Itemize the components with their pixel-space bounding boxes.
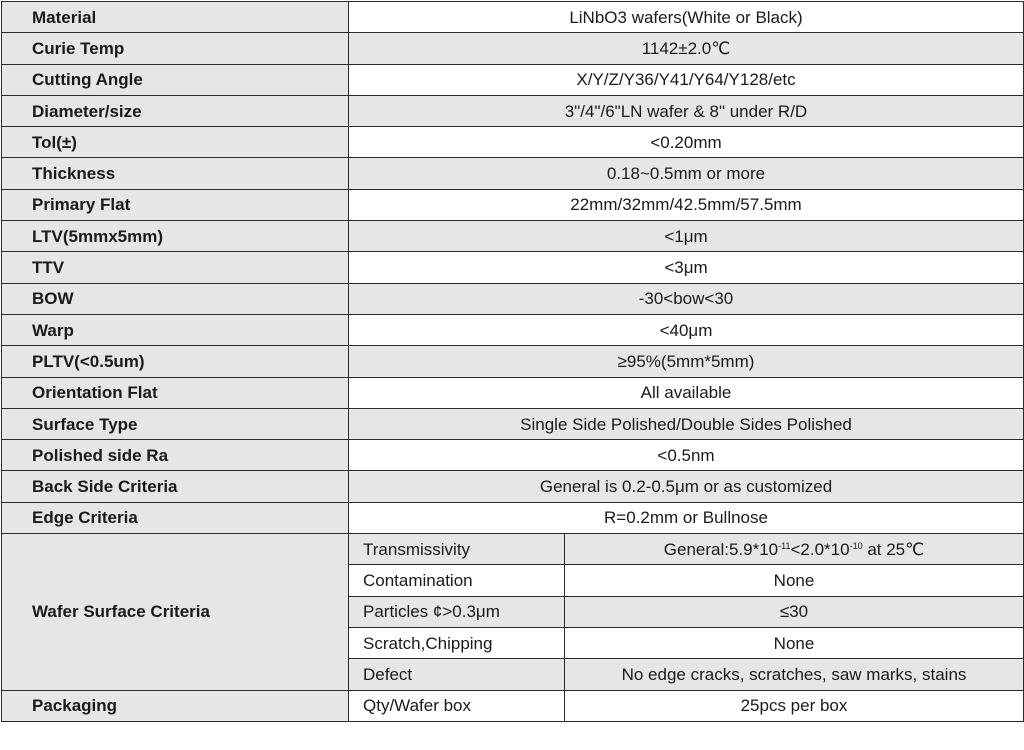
sub-label: Qty/Wafer box	[349, 690, 565, 721]
table-row	[2, 314, 1024, 345]
sub-value: No edge cracks, scratches, saw marks, stains	[565, 659, 1024, 690]
row-label: LTV(5mmx5mm)	[2, 221, 349, 252]
table-row	[2, 502, 1024, 533]
table-row	[2, 346, 1024, 377]
table-row	[2, 127, 1024, 158]
sub-label: Defect	[349, 659, 565, 690]
row-label: Curie Temp	[2, 33, 349, 64]
transmissivity-middle: <2.0*10	[790, 539, 850, 559]
row-value: All available	[349, 377, 1024, 408]
sub-label: Particles ¢>0.3μm	[349, 596, 565, 627]
spec-table	[1, 1, 1024, 722]
row-label: Diameter/size	[2, 95, 349, 126]
row-value: 1142±2.0℃	[349, 33, 1024, 64]
row-value: <0.20mm	[349, 127, 1024, 158]
transmissivity-prefix: General:5.9*10	[663, 539, 779, 559]
row-value: -30<bow<30	[349, 283, 1024, 314]
row-value: Single Side Polished/Double Sides Polished	[349, 408, 1024, 439]
table-row	[2, 95, 1024, 126]
table-row	[2, 221, 1024, 252]
table-row	[2, 690, 1024, 721]
row-value: <0.5nm	[349, 440, 1024, 471]
row-label: Tol(±)	[2, 127, 349, 158]
row-label: Edge Criteria	[2, 502, 349, 533]
wafer-surface-criteria-label: Wafer Surface Criteria	[2, 534, 349, 690]
row-value: R=0.2mm or Bullnose	[349, 502, 1024, 533]
sub-value: 25pcs per box	[565, 690, 1024, 721]
table-row	[2, 377, 1024, 408]
row-label: Polished side Ra	[2, 440, 349, 471]
row-label: Back Side Criteria	[2, 471, 349, 502]
table-row	[2, 33, 1024, 64]
table-row	[2, 158, 1024, 189]
table-row	[2, 471, 1024, 502]
sub-value: None	[565, 627, 1024, 658]
table-row	[2, 2, 1024, 33]
sub-label: Contamination	[349, 565, 565, 596]
table-row	[2, 189, 1024, 220]
sub-label: Transmissivity	[349, 534, 565, 565]
row-label: TTV	[2, 252, 349, 283]
transmissivity-value	[565, 534, 1024, 565]
sub-label: Scratch,Chipping	[349, 627, 565, 658]
row-value: <40μm	[349, 314, 1024, 345]
row-label: Orientation Flat	[2, 377, 349, 408]
row-value: 22mm/32mm/42.5mm/57.5mm	[349, 189, 1024, 220]
row-value: 0.18~0.5mm or more	[349, 158, 1024, 189]
table-row	[2, 534, 1024, 565]
transmissivity-suffix: at 25℃	[862, 539, 925, 559]
table-row	[2, 283, 1024, 314]
row-label: Thickness	[2, 158, 349, 189]
sub-value: ≤30	[565, 596, 1024, 627]
row-value: ≥95%(5mm*5mm)	[349, 346, 1024, 377]
row-label: Cutting Angle	[2, 64, 349, 95]
packaging-label: Packaging	[2, 690, 349, 721]
table-row	[2, 252, 1024, 283]
row-value: <1μm	[349, 221, 1024, 252]
row-value: 3"/4"/6"LN wafer & 8" under R/D	[349, 95, 1024, 126]
exponent: -11	[778, 540, 791, 551]
exponent: -10	[849, 540, 863, 551]
table-row	[2, 440, 1024, 471]
row-value: X/Y/Z/Y36/Y41/Y64/Y128/etc	[349, 64, 1024, 95]
row-label: Material	[2, 2, 349, 33]
row-value: <3μm	[349, 252, 1024, 283]
sub-value: None	[565, 565, 1024, 596]
row-label: BOW	[2, 283, 349, 314]
row-value: General is 0.2-0.5μm or as customized	[349, 471, 1024, 502]
row-label: Surface Type	[2, 408, 349, 439]
row-value: LiNbO3 wafers(White or Black)	[349, 2, 1024, 33]
row-label: Primary Flat	[2, 189, 349, 220]
row-label: PLTV(<0.5um)	[2, 346, 349, 377]
row-label: Warp	[2, 314, 349, 345]
table-row	[2, 408, 1024, 439]
table-row	[2, 64, 1024, 95]
